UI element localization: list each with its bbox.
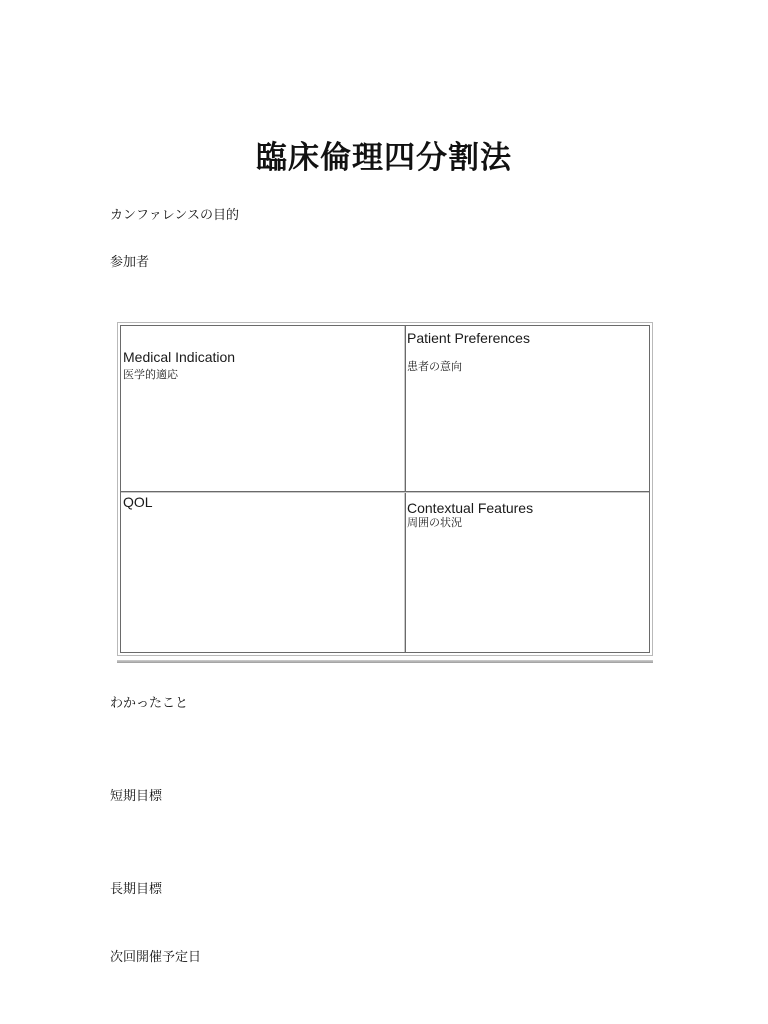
quadrant-grid [120,325,650,653]
section-label-purpose: カンファレンスの目的 [110,208,240,223]
section-label-findings: わかったこと [110,696,189,711]
quadrant-patient-preferences-title: Patient Preferences [407,330,530,346]
section-label-long-term-goal: 長期目標 [110,882,163,897]
quadrant-patient-preferences-subtitle: 患者の意向 [407,360,462,373]
vertical-divider [405,326,406,652]
section-label-next-meeting-date: 次回開催予定日 [110,950,202,965]
quadrant-qol-title: QOL [123,494,153,510]
section-label-short-term-goal: 短期目標 [110,789,163,804]
table-bottom-rule [117,660,653,663]
section-label-participants: 参加者 [110,255,150,270]
page-title: 臨床倫理四分割法 [256,140,512,176]
horizontal-divider [121,491,649,492]
four-quadrant-table [117,322,653,656]
quadrant-medical-indication-title: Medical Indication [123,349,236,365]
quadrant-medical-indication-subtitle: 医学的適応 [123,368,178,381]
quadrant-contextual-features-subtitle: 周囲の状況 [407,516,462,529]
quadrant-contextual-features-title: Contextual Features [407,500,534,516]
